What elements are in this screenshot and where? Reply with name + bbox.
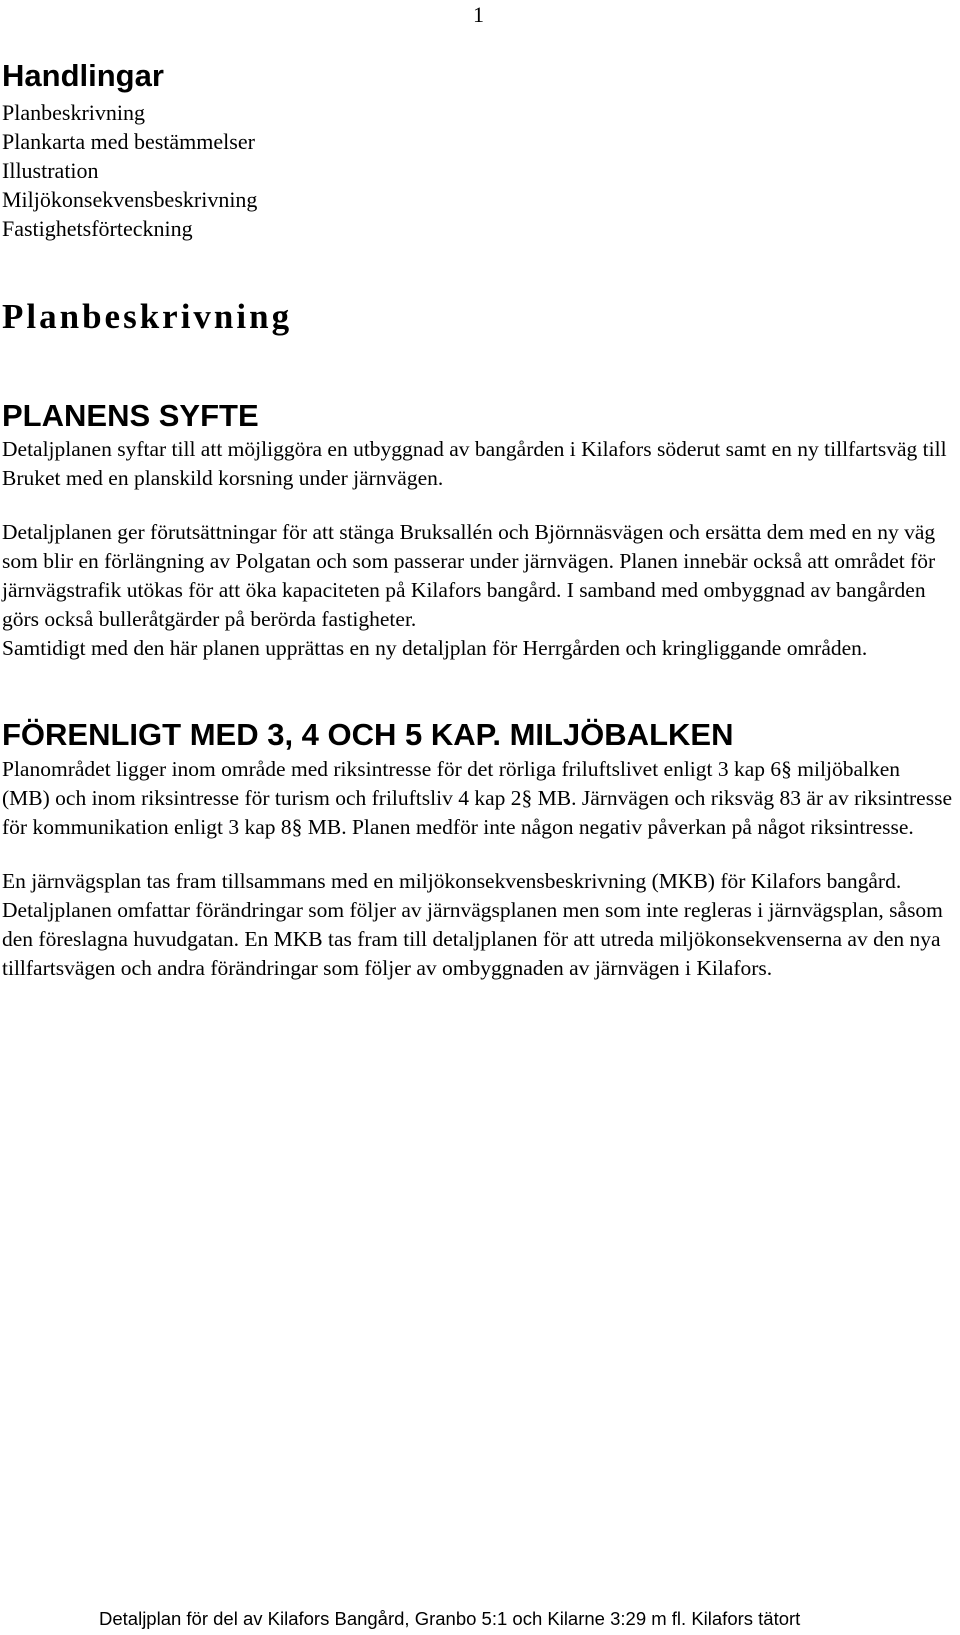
- paragraph: Detaljplanen ger förutsättningar för att stänga Bruksallén och Björnnäsvägen och ersätta dem med en ny väg som blir en förlängning av Polgatan och som passerar under järnvägen. Planen innebär också att området för järnvägstrafik utökas för att öka kapaciteten på Kilafors bangård. I samband med ombyggnad av bangården görs också bulleråtgärder på berörda fastigheter.: [2, 520, 936, 631]
- paragraph: Detaljplanen syftar till att möjliggöra en utbyggnad av bangården i Kilafors söderut samt en ny tillfartsväg till Bruket med en planskild korsning under järnvägen.: [2, 437, 947, 490]
- list-item: Fastighetsförteckning: [2, 216, 193, 241]
- document-title: Planbeskrivning: [2, 297, 293, 336]
- list-item: Plankarta med bestämmelser: [2, 129, 255, 154]
- handlingar-heading: Handlingar: [2, 58, 164, 93]
- paragraph: En järnvägsplan tas fram tillsammans med en miljökonsekvensbeskrivning (MKB) för Kilafors bangård. Detaljplanen omfattar förändringar som följer av järnvägsplanen men som inte regleras i järnvägsplan, såsom den föreslagna huvudgatan. En MKB tas fram till detaljplanen för att utreda miljökonsekvenserna av den nya tillfartsvägen och andra förändringar som följer av ombyggnaden av järnvägen i Kilafors.: [2, 869, 943, 980]
- handlingar-list: [2, 98, 952, 243]
- list-item: Miljökonsekvensbeskrivning: [2, 187, 258, 212]
- page-number: 1: [473, 2, 484, 27]
- document-body: [2, 56, 952, 983]
- page-footer: Detaljplan för del av Kilafors Bangård, Granbo 5:1 och Kilarne 3:29 m fl. Kilafors tätort: [99, 1608, 801, 1629]
- list-item: Illustration: [2, 158, 99, 183]
- paragraph: Samtidigt med den här planen upprättas en ny detaljplan för Herrgården och kringliggande områden.: [2, 636, 868, 660]
- list-item: Planbeskrivning: [2, 100, 145, 125]
- paragraph: Planområdet ligger inom område med riksintresse för det rörliga friluftslivet enligt 3 kap 6§ miljöbalken (MB) och inom riksintresse för turism och friluftsliv 4 kap 2§ MB. Järnvägen och riksväg 83 är av riksintresse för kommunikation enligt 3 kap 8§ MB. Planen medför inte någon negativ påverkan på något riksintresse.: [2, 757, 952, 839]
- section-heading-miljobalken: FÖRENLIGT MED 3, 4 OCH 5 KAP. MILJÖBALKEN: [2, 717, 734, 752]
- section-heading-syfte: PLANENS SYFTE: [2, 398, 259, 433]
